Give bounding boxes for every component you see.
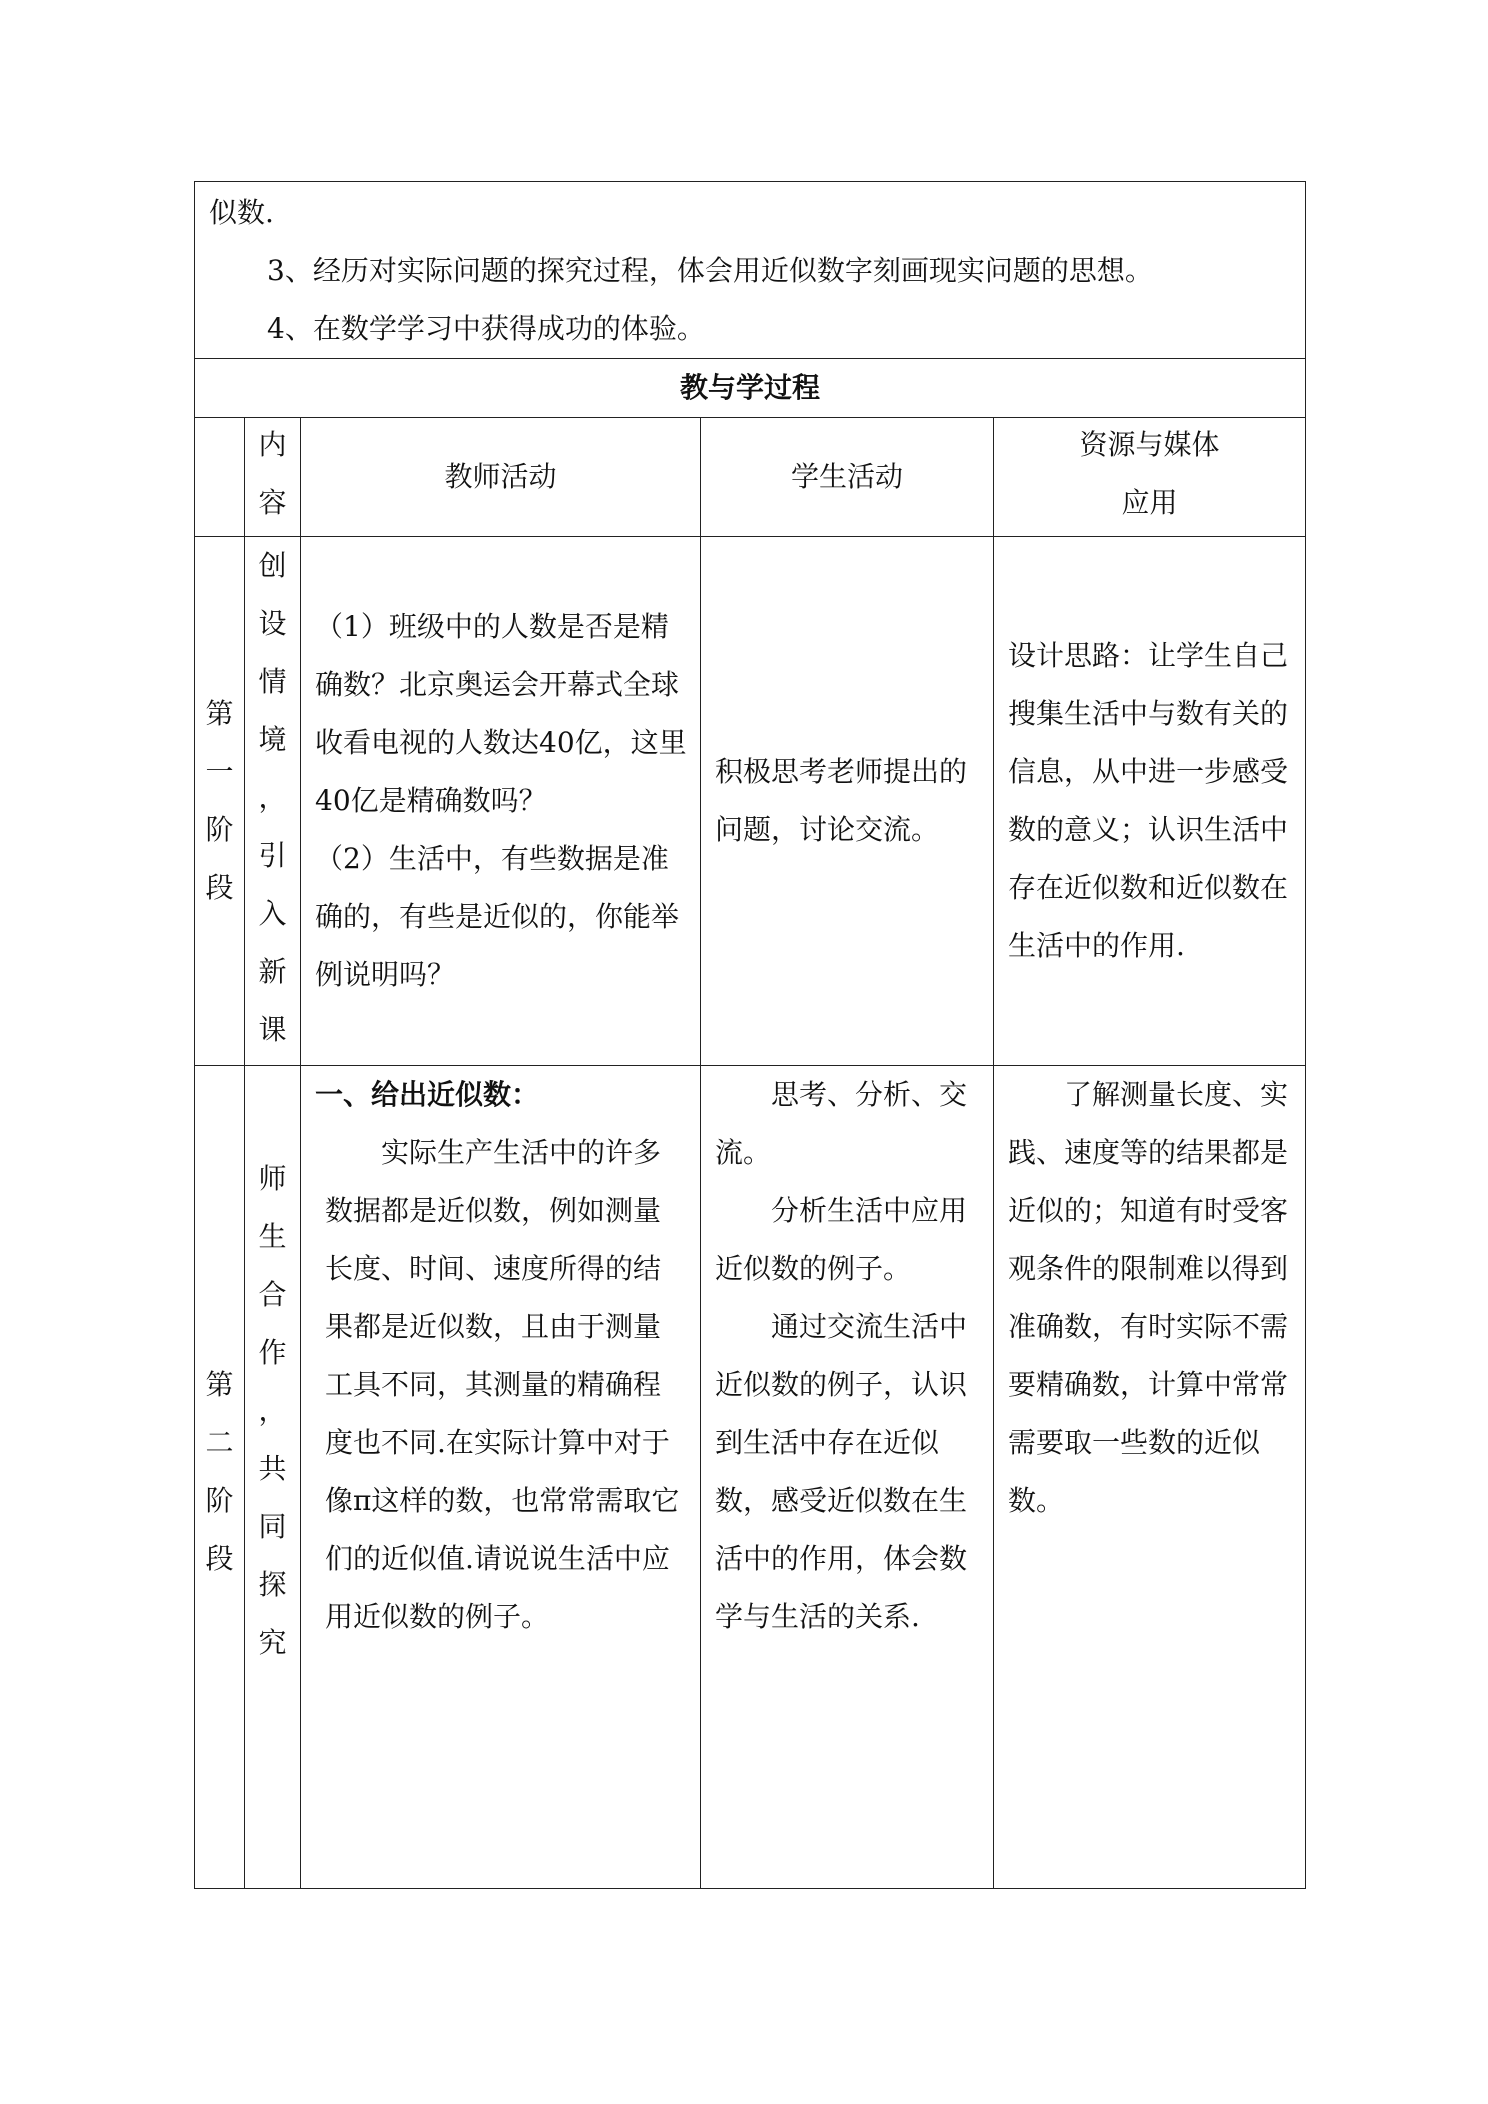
header-content-cell (245, 418, 301, 537)
stage-2-resource-text: 了解测量长度、实践、速度等的结果都是近似的；知道有时受客观条件的限制难以得到准确数，有时实际不需要精确数，计算中常常需要取一些数的近似数。 (1008, 1078, 1289, 1517)
stage-2-row (195, 1066, 1306, 1889)
stage-1-content-char: 课 (258, 1013, 287, 1046)
stage-1-content-char: ， (258, 781, 287, 814)
objective-line-2: 3、经历对实际问题的探究过程，体会用近似数字刻画现实问题的思想。 (267, 254, 1153, 287)
stage-2-char: 阶 (205, 1484, 234, 1517)
stage-2-content-char: 合 (258, 1278, 287, 1311)
stage-2-student-p2: 分析生活中应用近似数的例子。 (715, 1194, 968, 1285)
header-row (195, 418, 1306, 537)
stage-1-content-char: 情 (258, 665, 287, 698)
stage-1-teacher-cell (301, 537, 701, 1066)
stage-2-teacher-cell (301, 1066, 701, 1889)
header-teacher: 教师活动 (444, 460, 557, 493)
header-resource-line-1: 资源与媒体 (1079, 428, 1220, 461)
stage-1-content-char: 创 (258, 549, 287, 582)
stage-2-content-char: ， (258, 1394, 287, 1427)
objective-line-3: 4、在数学学习中获得成功的体验。 (267, 312, 705, 345)
stage-1-content-char: 入 (258, 897, 287, 930)
stage-2-resource-cell (994, 1066, 1306, 1889)
stage-1-char: 阶 (205, 813, 234, 846)
objective-line-1: 似数. (209, 196, 274, 229)
stage-2-char: 二 (205, 1426, 234, 1459)
stage-1-char: 一 (205, 755, 234, 788)
stage-2-teacher-text: 实际生产生活中的许多数据都是近似数，例如测量长度、时间、速度所得的结果都是近似数，且由于测量工具不同，其测量的精确程度也不同.在实际计算中对于像π这样的数，也常常需取它们的近似值.请说说生活中应用近似数的例子。 (325, 1136, 680, 1633)
stage-1-content-char: 新 (258, 955, 287, 988)
header-teacher-cell (301, 418, 701, 537)
objectives-row (195, 182, 1306, 359)
stage-2-content-char: 究 (258, 1626, 287, 1659)
stage-1-student-cell (701, 537, 994, 1066)
header-stage-cell (195, 418, 245, 537)
stage-2-char: 段 (205, 1542, 234, 1575)
stage-2-content-char: 作 (258, 1336, 287, 1369)
stage-1-resource-text: 设计思路：让学生自己搜集生活中与数有关的信息，从中进一步感受数的意义；认识生活中存在近似数和近似数在生活中的作用. (1008, 639, 1289, 962)
header-resource-cell (994, 418, 1306, 537)
stage-1-char: 第 (205, 697, 234, 730)
header-student: 学生活动 (790, 460, 903, 493)
stage-2-student-p3: 通过交流生活中近似数的例子，认识到生活中存在近似数，感受近似数在生活中的作用，体会数学与生活的关系. (715, 1310, 968, 1633)
stage-1-teacher-text: （1）班级中的人数是否是精确数？北京奥运会开幕式全球收看电视的人数达40亿，这里40亿是精确数吗？ （2）生活中，有些数据是准确的，有些是近似的，你能举例说明吗？ (315, 610, 687, 991)
stage-2-char: 第 (205, 1368, 234, 1401)
stage-2-content-char: 同 (258, 1510, 287, 1543)
header-content-char: 内 (258, 428, 287, 461)
stage-2-teacher-heading: 一、给出近似数： (315, 1078, 540, 1111)
stage-1-label-cell (195, 537, 245, 1066)
process-title: 教与学过程 (680, 371, 821, 404)
lesson-plan-table (194, 181, 1306, 1889)
stage-2-content-char: 师 (258, 1162, 287, 1195)
stage-1-content-char: 引 (258, 839, 287, 872)
stage-2-student-p1: 思考、分析、交流。 (715, 1078, 968, 1169)
stage-2-student-cell (701, 1066, 994, 1889)
stage-2-label-cell (195, 1066, 245, 1889)
stage-2-content-char: 生 (258, 1220, 287, 1253)
header-content-char: 容 (258, 486, 287, 519)
stage-1-content-cell (245, 537, 301, 1066)
stage-1-row (195, 537, 1306, 1066)
stage-2-content-char: 探 (258, 1568, 287, 1601)
header-resource-line-2: 应用 (1121, 486, 1178, 519)
header-student-cell (701, 418, 994, 537)
stage-2-content-char: 共 (258, 1452, 287, 1485)
stage-2-content-cell (245, 1066, 301, 1889)
process-title-row (195, 359, 1306, 418)
stage-1-student-text: 积极思考老师提出的问题，讨论交流。 (715, 755, 968, 846)
stage-1-char: 段 (205, 871, 234, 904)
stage-1-content-char: 境 (258, 723, 287, 756)
stage-1-content-char: 设 (258, 607, 287, 640)
stage-1-resource-cell (994, 537, 1306, 1066)
